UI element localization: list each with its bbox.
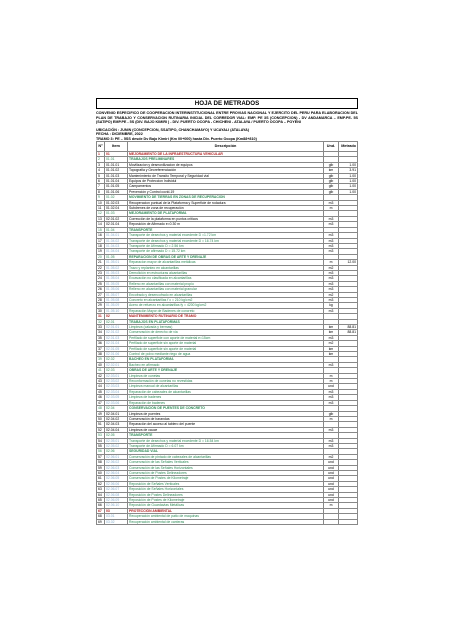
row-number: 10 bbox=[97, 200, 105, 205]
row-item: 02.06.08 bbox=[105, 492, 128, 497]
row-number: 34 bbox=[97, 330, 105, 335]
row-unit: kg bbox=[324, 303, 339, 308]
row-unit: glb bbox=[324, 189, 339, 194]
row-item: 02.06.05 bbox=[105, 476, 128, 481]
row-description: Transporte de desechos y material excedente D =1.72 km bbox=[128, 233, 324, 238]
row-description: Conservación de barandas bbox=[128, 416, 324, 421]
row-metrado: 88.81 bbox=[339, 330, 358, 335]
row-item: 02.04.03 bbox=[105, 422, 128, 427]
row-unit: m bbox=[324, 373, 339, 378]
row-metrado bbox=[339, 519, 358, 524]
row-description: Conservación de las Señales Verticales bbox=[128, 460, 324, 465]
row-description: MOVIMIENTO DE TIERRAS EN ZONAS DE RECUPERACION bbox=[128, 195, 324, 200]
row-number: 42 bbox=[97, 373, 105, 378]
row-item: 02.06.06 bbox=[105, 481, 128, 486]
row-unit: m3 bbox=[324, 297, 339, 302]
row-unit: m2 bbox=[324, 454, 339, 459]
row-description: Control de polvo mediante riego de agua bbox=[128, 352, 324, 357]
row-item: 02.03 bbox=[105, 368, 128, 373]
row-number: 17 bbox=[97, 238, 105, 243]
row-unit: m3 bbox=[324, 308, 339, 313]
table-body bbox=[97, 152, 358, 525]
row-item: 01.05.06 bbox=[105, 287, 128, 292]
row-description: Reposición de Postes Delineadores bbox=[128, 492, 324, 497]
row-unit: m2 bbox=[324, 292, 339, 297]
row-item: 01.04 bbox=[105, 227, 128, 232]
row-number: 18 bbox=[97, 243, 105, 248]
row-number: 9 bbox=[97, 195, 105, 200]
row-item: 01.01.01 bbox=[105, 162, 128, 167]
row-unit: m3 bbox=[324, 281, 339, 286]
row-item: 01.05.10 bbox=[105, 308, 128, 313]
row-item: 01.05.02 bbox=[105, 265, 128, 270]
row-number: 39 bbox=[97, 357, 105, 362]
row-item: 01.05.03 bbox=[105, 270, 128, 275]
row-description: Reposición de Señales Horizontales bbox=[128, 487, 324, 492]
row-unit: km bbox=[324, 352, 339, 357]
row-metrado: 1.00 bbox=[339, 184, 358, 189]
row-description: Conservación de Postes Delineadores bbox=[128, 470, 324, 475]
row-description: REPARACION DE OBRAS DE ARTE Y DRENAJE bbox=[128, 254, 324, 259]
row-description: Reposición de Postes de Kilometraje bbox=[128, 498, 324, 503]
row-unit: m3 bbox=[324, 216, 339, 221]
row-number: 45 bbox=[97, 389, 105, 394]
row-number: 51 bbox=[97, 422, 105, 427]
row-description: TRANSPORTE bbox=[128, 227, 324, 232]
row-unit: m2 bbox=[324, 265, 339, 270]
row-description: Perfilado de superficie sin aporte de material bbox=[128, 341, 324, 346]
row-unit: m3 bbox=[324, 389, 339, 394]
row-unit: m3 bbox=[324, 233, 339, 238]
row-number: 58 bbox=[97, 460, 105, 465]
row-number: 23 bbox=[97, 270, 105, 275]
row-unit: m3 bbox=[324, 395, 339, 400]
header-number: N° bbox=[97, 142, 105, 152]
row-item: 02.06.01 bbox=[105, 454, 128, 459]
header-metrado: Metrado bbox=[339, 142, 358, 152]
row-item: 02.01.05 bbox=[105, 346, 128, 351]
row-unit: m3 bbox=[324, 249, 339, 254]
row-item: 01.01.03 bbox=[105, 173, 128, 178]
row-number: 37 bbox=[97, 346, 105, 351]
row-unit: und bbox=[324, 465, 339, 470]
row-number: 56 bbox=[97, 449, 105, 454]
row-number: 48 bbox=[97, 406, 105, 411]
row-number: 7 bbox=[97, 184, 105, 189]
row-number: 32 bbox=[97, 319, 105, 324]
row-number: 46 bbox=[97, 395, 105, 400]
row-description: Recuperación ambiental de canteras bbox=[128, 519, 324, 524]
row-number: 54 bbox=[97, 438, 105, 443]
row-description: Limpieza de cunetas bbox=[128, 373, 324, 378]
row-number: 57 bbox=[97, 454, 105, 459]
row-description: CONSERVACIÓN DE PUENTES DE CONCRETO bbox=[128, 406, 324, 411]
row-unit: m bbox=[324, 206, 339, 211]
row-unit: m bbox=[324, 416, 339, 421]
row-item: 02.01.04 bbox=[105, 341, 128, 346]
row-number: 38 bbox=[97, 352, 105, 357]
row-description: Reconformación de cunetas no revestidas bbox=[128, 379, 324, 384]
row-number: 4 bbox=[97, 168, 105, 173]
row-number: 49 bbox=[97, 411, 105, 416]
row-unit: m3 bbox=[324, 243, 339, 248]
convenio-description: CONVENIO ESPECIFICO DE COOPERACION INTERINSTITUCIONAL ENTRE PROVIAS NACIONAL Y EJERCITO DEL PERU PARA ELABORACION DEL PLAN DE TRABAJO Y CONSERVACION RUTINARIA INICIAL DEL CORREDOR VIAL: EMP. PE 3S (CONCEPCION) - DV ANDAMARCA – EMP.PE- 5S (SATIPO) EMP.PE - 5S (DIV. BAJO KIMIRI ) - DIV. PUERTO OCOPA - CHICHENI - ATALAYA / PUERTO OCOPA – POYENI bbox=[96, 111, 358, 125]
row-metrado: 12.00 bbox=[339, 260, 358, 265]
row-description: Mantenimiento de Transito Temporal y Seguridad vial bbox=[128, 173, 324, 178]
row-description: Limpieza (calzada y bermas) bbox=[128, 325, 324, 330]
row-metrado: 88.81 bbox=[339, 325, 358, 330]
row-description: OBRAS DE ARTE Y DRENAJE bbox=[128, 368, 324, 373]
row-number: 21 bbox=[97, 260, 105, 265]
row-number: 47 bbox=[97, 400, 105, 405]
row-unit bbox=[324, 519, 339, 524]
row-description: Equipos de Proteccion Individul bbox=[128, 179, 324, 184]
row-description: Campamentos bbox=[128, 184, 324, 189]
row-number: 65 bbox=[97, 498, 105, 503]
row-number: 22 bbox=[97, 265, 105, 270]
row-description: Reparación de badenes bbox=[128, 400, 324, 405]
tramo-line: TRAMO 3: PE – 5SS desde Dv Bajo Kimiri (Km 00+000) hasta Div. Puerto Ocopa (Km88+810) bbox=[96, 136, 257, 141]
row-item: 02.06.03 bbox=[105, 465, 128, 470]
header-description: Descripción bbox=[128, 142, 324, 152]
row-item: 01.04.03 bbox=[105, 243, 128, 248]
row-item: 01.04.01 bbox=[105, 233, 128, 238]
row-number: 31 bbox=[97, 314, 105, 319]
row-metrado: 1.00 bbox=[339, 162, 358, 167]
header-item: Item bbox=[105, 142, 128, 152]
row-description: Perfilado de superficie con aporte de material e=15cm bbox=[128, 335, 324, 340]
row-description: Bacheo en afirmado bbox=[128, 362, 324, 367]
row-unit: m3 bbox=[324, 270, 339, 275]
row-description: PROTECCIÓN AMBIENTAL bbox=[128, 508, 324, 513]
row-unit: und bbox=[324, 470, 339, 475]
row-description: Reposición de Señales Verticales bbox=[128, 481, 324, 486]
row-item: 01.03 bbox=[105, 211, 128, 216]
row-number: 29 bbox=[97, 303, 105, 308]
row-description: Transporte de desechos y material excedente D = 16.74 km bbox=[128, 238, 324, 243]
row-number: 41 bbox=[97, 368, 105, 373]
row-description: Limpieza de puentes bbox=[128, 411, 324, 416]
row-description: Conservación de pintado de cabezales de alcantarillas bbox=[128, 454, 324, 459]
row-description: Reparacion mayor de alcantarillas metálicas bbox=[128, 260, 324, 265]
row-item: 01.04.02 bbox=[105, 238, 128, 243]
row-item: 01.01.02 bbox=[105, 168, 128, 173]
row-description: Limpieza de badenes bbox=[128, 395, 324, 400]
row-item: 01 bbox=[105, 152, 128, 157]
row-description: Conservación de derecho de via bbox=[128, 330, 324, 335]
row-number: 26 bbox=[97, 287, 105, 292]
page-title: HOJA DE METRADOS bbox=[96, 98, 358, 109]
row-unit: und bbox=[324, 481, 339, 486]
row-unit: km bbox=[324, 330, 339, 335]
row-description: Movilizacion y desmovilizacion de equipos bbox=[128, 162, 324, 167]
row-metrado: 1.00 bbox=[339, 179, 358, 184]
row-unit: m3 bbox=[324, 222, 339, 227]
row-unit: glb bbox=[324, 179, 339, 184]
row-description: Prevención y Control covid-19 bbox=[128, 189, 324, 194]
row-number: 69 bbox=[97, 519, 105, 524]
row-number: 14 bbox=[97, 222, 105, 227]
row-item: 01.01.06 bbox=[105, 189, 128, 194]
row-description: Limpieza manual de alcantarillas bbox=[128, 384, 324, 389]
row-item: 01.05 bbox=[105, 254, 128, 259]
row-description: Conservación de las Señales Horizontales bbox=[128, 465, 324, 470]
row-unit: und bbox=[324, 492, 339, 497]
row-item: 01.05.09 bbox=[105, 303, 128, 308]
row-description: Relleno en alcantarillas con material granular bbox=[128, 287, 324, 292]
row-number: 67 bbox=[97, 508, 105, 513]
row-item: 02.03.03 bbox=[105, 384, 128, 389]
row-unit: m3 bbox=[324, 400, 339, 405]
table-row bbox=[97, 519, 358, 524]
row-number: 6 bbox=[97, 179, 105, 184]
row-unit: m2 bbox=[324, 341, 339, 346]
row-description: Transporte de desechos y material excedente D = 16.54 km bbox=[128, 438, 324, 443]
row-number: 3 bbox=[97, 162, 105, 167]
row-description: Topografia y Georeferenciación bbox=[128, 168, 324, 173]
row-description: Reposición de Afirmado e=0.30 m bbox=[128, 222, 324, 227]
row-number: 52 bbox=[97, 427, 105, 432]
row-description: BACHEO EN PLATAFORMA bbox=[128, 357, 324, 362]
row-item: 01.01 bbox=[105, 157, 128, 162]
row-unit: km bbox=[324, 325, 339, 330]
row-item: 02.01.02 bbox=[105, 216, 128, 221]
row-unit: m bbox=[324, 260, 339, 265]
row-unit: glb bbox=[324, 162, 339, 167]
row-description: Perfilado de superficie sin aporte de material bbox=[128, 346, 324, 351]
row-number: 24 bbox=[97, 276, 105, 281]
row-unit: km bbox=[324, 346, 339, 351]
row-number: 44 bbox=[97, 384, 105, 389]
row-item: 01.01.04 bbox=[105, 179, 128, 184]
row-item: 03.01 bbox=[105, 514, 128, 519]
row-number: 25 bbox=[97, 281, 105, 286]
header-unit: Und. bbox=[324, 142, 339, 152]
ubicacion-line: UBICACIÓN : JUNIN (CONCEPCION, SSATIPO, CHANCHAMAYO) Y UCAYALI (ATALAYA) bbox=[96, 127, 250, 132]
row-unit: und bbox=[324, 487, 339, 492]
row-unit: m3 bbox=[324, 443, 339, 448]
row-description: Recuperacion puntual de la Plataforma y Superficie de rodadura bbox=[128, 200, 324, 205]
row-item: 02.03.06 bbox=[105, 400, 128, 405]
row-item: 02.05.01 bbox=[105, 438, 128, 443]
row-description: Subdrenes de zona de recuperación bbox=[128, 206, 324, 211]
row-unit: m3 bbox=[324, 287, 339, 292]
row-item: 02.06.09 bbox=[105, 498, 128, 503]
row-description: Limpieza de cauce bbox=[128, 427, 324, 432]
row-description: Reparación Mayor de Badenes de concreto bbox=[128, 308, 324, 313]
row-item: 02.04.02 bbox=[105, 416, 128, 421]
row-unit: m3 bbox=[324, 238, 339, 243]
row-item: 02.03.05 bbox=[105, 395, 128, 400]
row-description: SEGURIDAD VIAL bbox=[128, 449, 324, 454]
row-item: 02.04 bbox=[105, 406, 128, 411]
row-item: 02.03.02 bbox=[105, 379, 128, 384]
row-unit: glb bbox=[324, 173, 339, 178]
row-unit: und bbox=[324, 460, 339, 465]
row-item: 03.02 bbox=[105, 519, 128, 524]
row-description: MEJORAMIENTO DE LA INFRAESTRUCTURA VEHICULAR bbox=[128, 152, 324, 157]
row-number: 68 bbox=[97, 514, 105, 519]
row-description: MANTENIMIENTO RUTINARIO DE TRAMO bbox=[128, 314, 324, 319]
row-number: 66 bbox=[97, 503, 105, 508]
row-unit: und bbox=[324, 498, 339, 503]
row-number: 35 bbox=[97, 335, 105, 340]
row-item: 01.05.07 bbox=[105, 292, 128, 297]
row-item: 01.02.04 bbox=[105, 206, 128, 211]
row-item: 02.05 bbox=[105, 433, 128, 438]
row-item: 02.06.10 bbox=[105, 503, 128, 508]
row-number: 64 bbox=[97, 492, 105, 497]
row-number: 61 bbox=[97, 476, 105, 481]
row-metrado: 3.91 bbox=[339, 168, 358, 173]
row-item: 02.03.01 bbox=[105, 373, 128, 378]
row-number: 62 bbox=[97, 481, 105, 486]
row-item: 02.01.01 bbox=[105, 325, 128, 330]
row-item: 02.02.01 bbox=[105, 362, 128, 367]
row-description: Recuperación ambiental de patio de maquinas bbox=[128, 514, 324, 519]
row-unit: und bbox=[324, 384, 339, 389]
row-number: 16 bbox=[97, 233, 105, 238]
row-metrado: 1.00 bbox=[339, 189, 358, 194]
row-number: 40 bbox=[97, 362, 105, 367]
metrados-sheet bbox=[96, 98, 358, 525]
row-description: Transporte de afirmado D = 15.72 km bbox=[128, 249, 324, 254]
row-description: Demolición en estructuras alcantarillas bbox=[128, 270, 324, 275]
row-number: 53 bbox=[97, 433, 105, 438]
row-item: 01.05.08 bbox=[105, 297, 128, 302]
row-item: 02.01.02 bbox=[105, 330, 128, 335]
row-description: Trazo y replanteo en alcantarillas bbox=[128, 265, 324, 270]
row-number: 15 bbox=[97, 227, 105, 232]
row-number: 13 bbox=[97, 216, 105, 221]
row-number: 2 bbox=[97, 157, 105, 162]
row-description: Corrección de la plataforma en puntos criticos bbox=[128, 216, 324, 221]
row-item: 02.04.04 bbox=[105, 427, 128, 432]
row-number: 59 bbox=[97, 465, 105, 470]
row-number: 11 bbox=[97, 206, 105, 211]
row-item: 02.01.04 bbox=[105, 222, 128, 227]
row-item: 02.06.02 bbox=[105, 460, 128, 465]
row-unit: km bbox=[324, 168, 339, 173]
row-item: 02.06 bbox=[105, 449, 128, 454]
row-item: 02.03.04 bbox=[105, 389, 128, 394]
row-number: 55 bbox=[97, 443, 105, 448]
row-item: 02.01.03 bbox=[105, 335, 128, 340]
fecha-line: FECHA : DICIEMBRE, 2022 bbox=[96, 132, 143, 137]
row-description: TRABAJOS EN PLATAFORMAS bbox=[128, 319, 324, 324]
row-description: Reposición de Guardavias Metálicas bbox=[128, 503, 324, 508]
row-item: 02.01.06 bbox=[105, 352, 128, 357]
row-number: 1 bbox=[97, 152, 105, 157]
row-item: 01.05.05 bbox=[105, 281, 128, 286]
row-number: 12 bbox=[97, 211, 105, 216]
row-item: 02.05.02 bbox=[105, 443, 128, 448]
row-number: 8 bbox=[97, 189, 105, 194]
row-item: 02.06.07 bbox=[105, 487, 128, 492]
row-unit: m3 bbox=[324, 335, 339, 340]
row-metrado: 1.00 bbox=[339, 173, 358, 178]
row-item: 03 bbox=[105, 508, 128, 513]
row-item: 02.06.04 bbox=[105, 470, 128, 475]
row-description: TRABAJOS PRELIMINARES bbox=[128, 157, 324, 162]
row-item: 01.02.03 bbox=[105, 200, 128, 205]
row-unit: m3 bbox=[324, 362, 339, 367]
table-header-row bbox=[97, 142, 358, 152]
row-number: 60 bbox=[97, 470, 105, 475]
row-description: Relleno en alcantarillas con material propio bbox=[128, 281, 324, 286]
metrados-table bbox=[96, 141, 358, 525]
row-description: MEJORAMIENTO DE PLATAFORMA bbox=[128, 211, 324, 216]
row-number: 30 bbox=[97, 308, 105, 313]
row-number: 33 bbox=[97, 325, 105, 330]
row-item: 01.05.04 bbox=[105, 276, 128, 281]
row-description: Transporte de Afirmado D = 2.56 km bbox=[128, 243, 324, 248]
row-item: 02.01 bbox=[105, 319, 128, 324]
row-unit: und bbox=[324, 476, 339, 481]
row-number: 50 bbox=[97, 416, 105, 421]
row-unit: m3 bbox=[324, 276, 339, 281]
row-unit: m3 bbox=[324, 200, 339, 205]
row-description: Conservación de Postes de Kilometraje bbox=[128, 476, 324, 481]
row-item: 02.04.01 bbox=[105, 411, 128, 416]
row-description: TRANSPORTE bbox=[128, 433, 324, 438]
row-unit: m bbox=[324, 379, 339, 384]
row-item: 02.02 bbox=[105, 357, 128, 362]
row-number: 19 bbox=[97, 249, 105, 254]
row-number: 20 bbox=[97, 254, 105, 259]
row-unit: m3 bbox=[324, 438, 339, 443]
row-number: 43 bbox=[97, 379, 105, 384]
row-unit: glb bbox=[324, 411, 339, 416]
row-number: 5 bbox=[97, 173, 105, 178]
row-item: 01.02 bbox=[105, 195, 128, 200]
row-description: Acero de refuerzo en alcantarillas fy = 4200 kg/cm2 bbox=[128, 303, 324, 308]
row-item: 01.01.05 bbox=[105, 184, 128, 189]
row-item: 01.04.04 bbox=[105, 249, 128, 254]
row-unit: glb bbox=[324, 184, 339, 189]
row-item: 01.05.01 bbox=[105, 260, 128, 265]
row-description: Reparación del acceso al tablero del puente bbox=[128, 422, 324, 427]
row-description: Excavación no clasificada en alcantarillas bbox=[128, 276, 324, 281]
row-description: Reparación de cabezales de alcantarillas bbox=[128, 389, 324, 394]
row-unit: m bbox=[324, 503, 339, 508]
row-number: 27 bbox=[97, 292, 105, 297]
row-item: 02 bbox=[105, 314, 128, 319]
row-description: Encofrado y desencofrado en alcantarillas bbox=[128, 292, 324, 297]
row-number: 28 bbox=[97, 297, 105, 302]
row-unit: m3 bbox=[324, 427, 339, 432]
row-description: Concreto en alcantarillas f´c = 210 kg/cm2 bbox=[128, 297, 324, 302]
row-description: Transporte de Afirmado D = 6.07 km bbox=[128, 443, 324, 448]
row-number: 63 bbox=[97, 487, 105, 492]
row-number: 36 bbox=[97, 341, 105, 346]
